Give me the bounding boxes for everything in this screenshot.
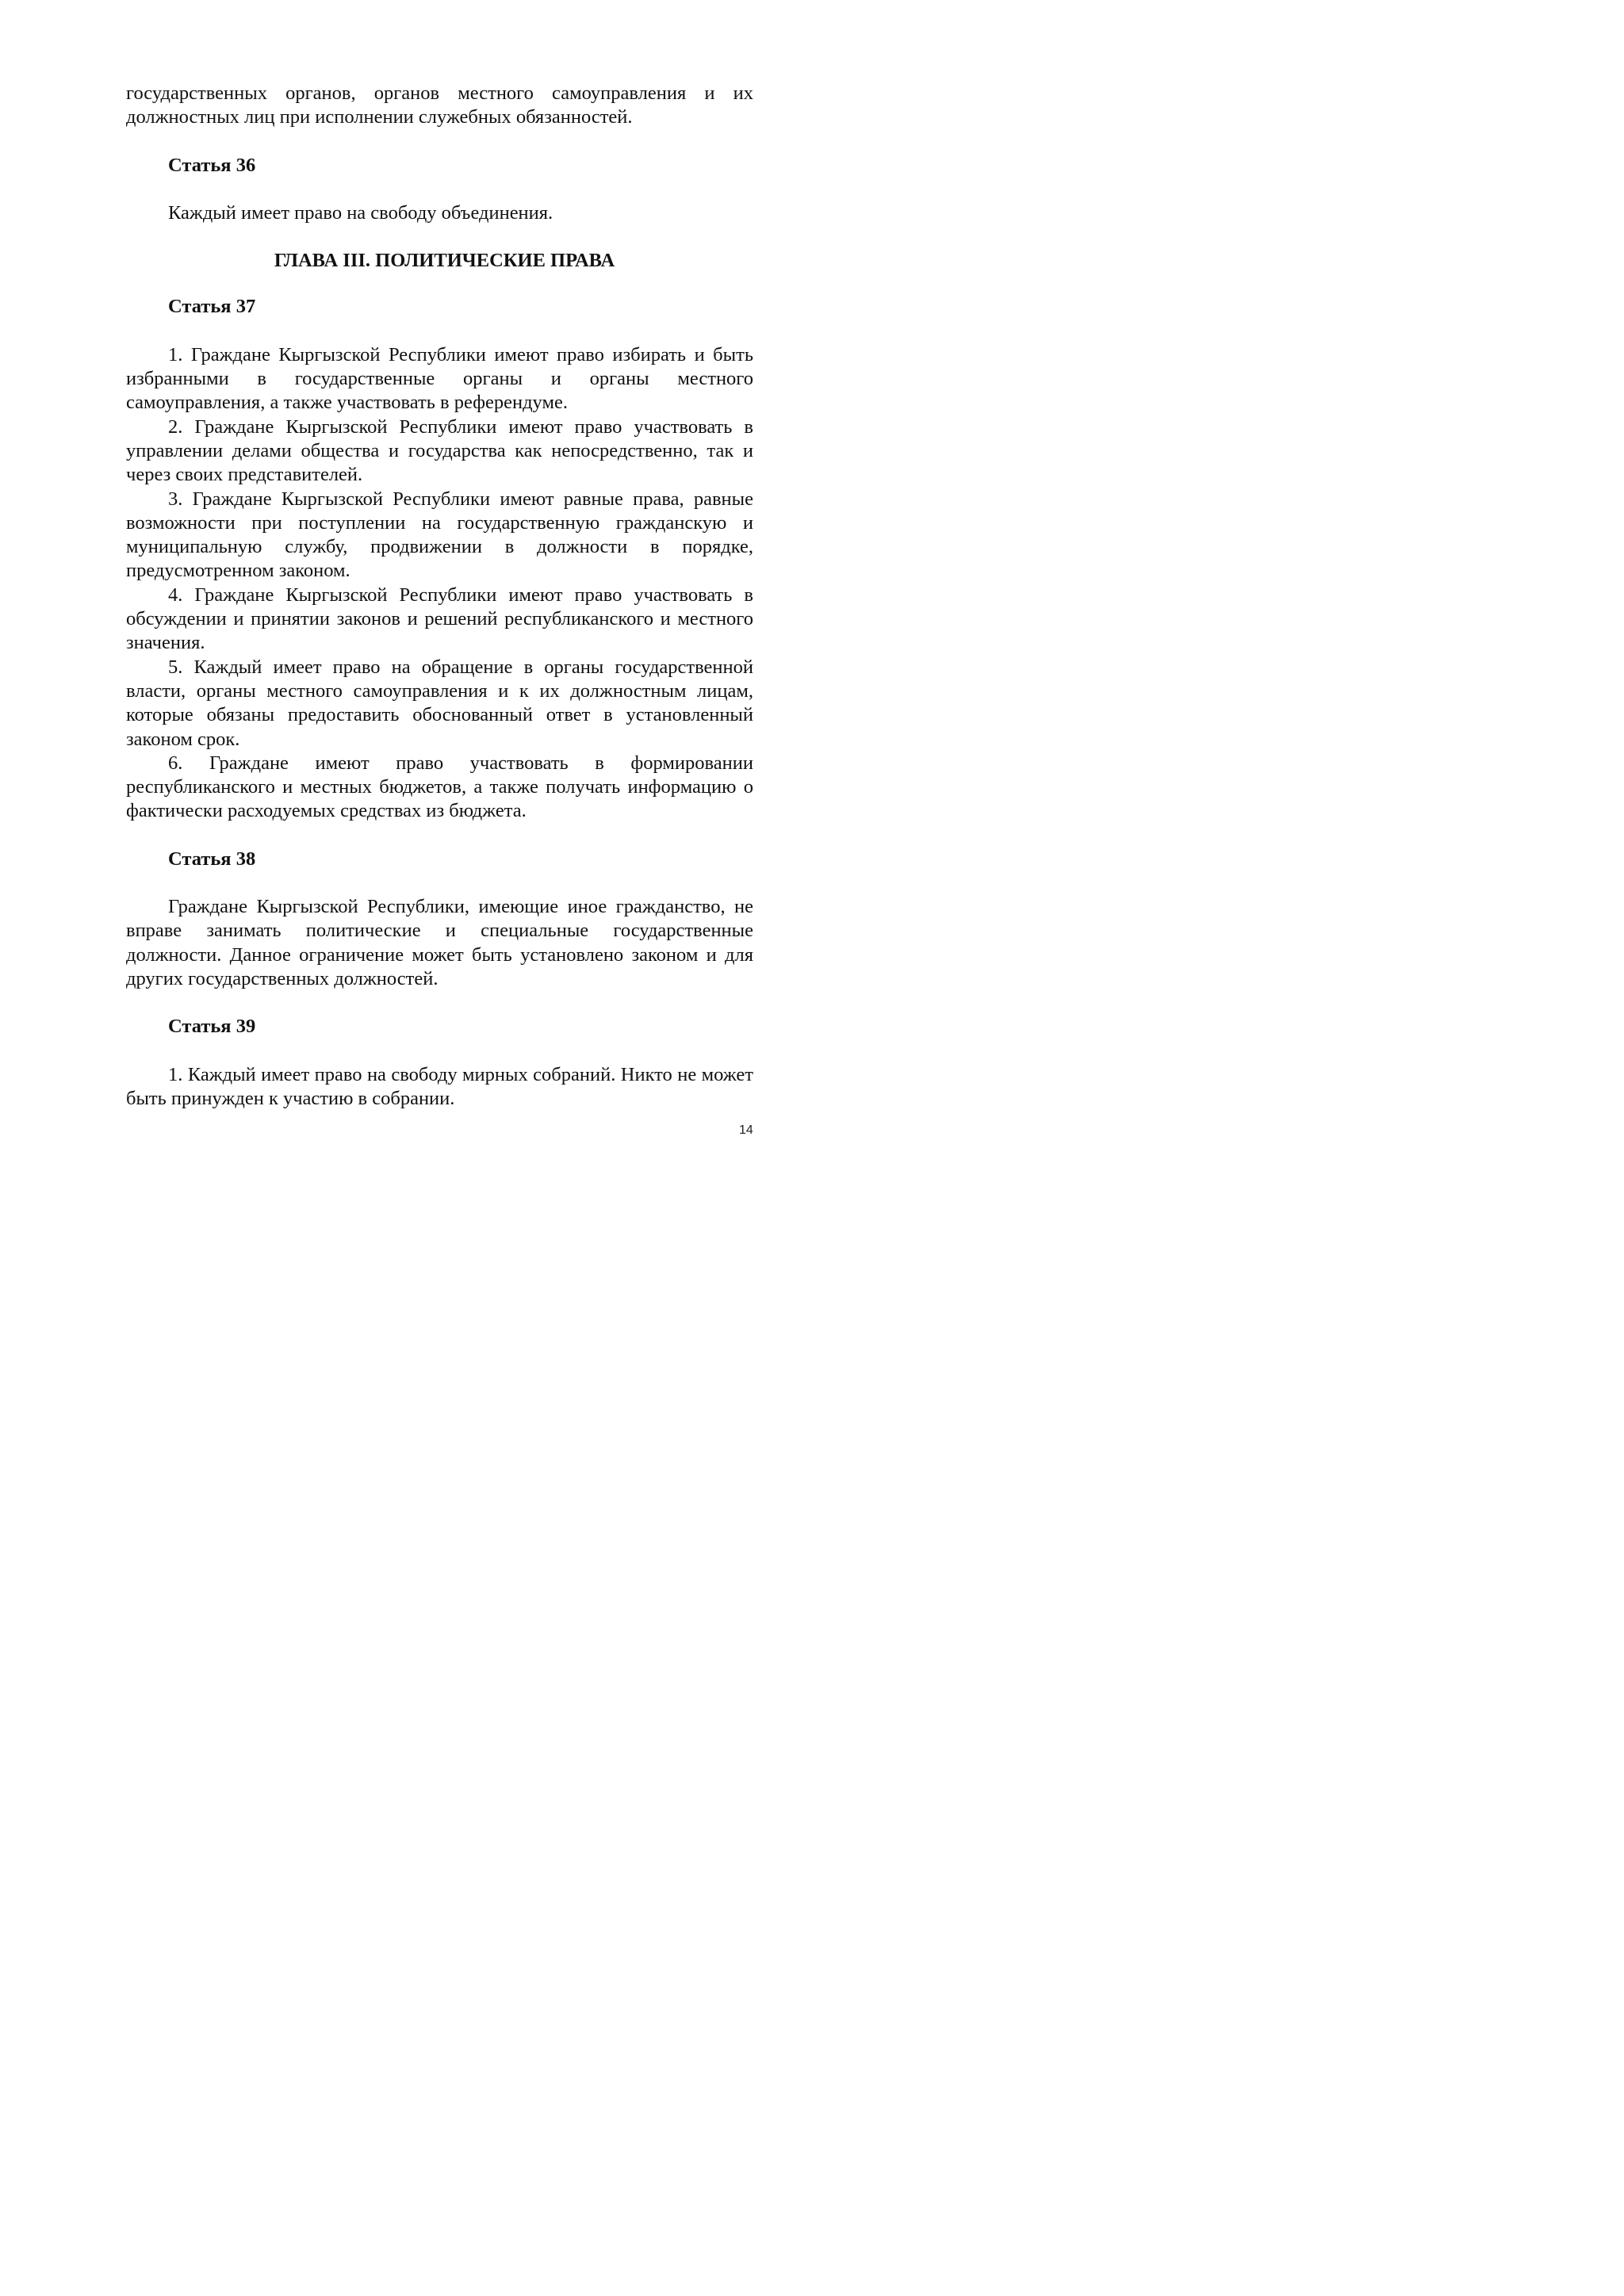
article-37-item-3: 3. Граждане Кыргызской Республики имеют равные права, равные возможности при поступлении на государственную гражданскую и муниципальную службу, продвижении в должности в порядке, предусмотренном законом.: [126, 488, 753, 582]
article-37-item-5: 5. Каждый имеет право на обращение в органы государственной власти, органы местного самоуправления и к их должностным лицам, которые обязаны предоставить обоснованный ответ в установленный законом срок.: [126, 656, 753, 750]
document-page: [0, 0, 875, 1238]
article-37-item-4: 4. Граждане Кыргызской Республики имеют право участвовать в обсуждении и принятии законов и решений республиканского и местного значения.: [126, 584, 753, 654]
page-content: [126, 82, 753, 1111]
article-38-heading: Статья 38: [168, 848, 256, 870]
page-number: 14: [739, 1123, 753, 1137]
continuation-paragraph: государственных органов, органов местного самоуправления и их должностных лиц при исполнении служебных обязанностей.: [126, 82, 753, 128]
article-39-item-1: 1. Каждый имеет право на свободу мирных собраний. Никто не может быть принужден к участию в собрании.: [126, 1063, 753, 1109]
chapter-title: ГЛАВА III. ПОЛИТИЧЕСКИЕ ПРАВА: [274, 250, 615, 272]
article-39-heading: Статья 39: [168, 1016, 256, 1038]
article-37-item-6: 6. Граждане имеют право участвовать в формировании республиканского и местных бюджетов, а также получать информацию о фактически расходуемых средствах из бюджета.: [126, 752, 753, 822]
article-36-text: Каждый имеет право на свободу объединения.: [168, 201, 553, 224]
article-37-heading: Статья 37: [168, 296, 256, 318]
article-36-heading: Статья 36: [168, 154, 256, 176]
article-38-text: Граждане Кыргызской Республики, имеющие иное гражданство, не вправе занимать политические и специальные государственные должности. Данное ограничение может быть установлено законом и для других государственных должностей.: [126, 896, 753, 989]
article-37-item-2: 2. Граждане Кыргызской Республики имеют право участвовать в управлении делами общества и государства как непосредственно, так и через своих представителей.: [126, 415, 753, 486]
article-37-item-1: 1. Граждане Кыргызской Республики имеют право избирать и быть избранными в государственные органы и органы местного самоуправления, а также участвовать в референдуме.: [126, 343, 753, 414]
